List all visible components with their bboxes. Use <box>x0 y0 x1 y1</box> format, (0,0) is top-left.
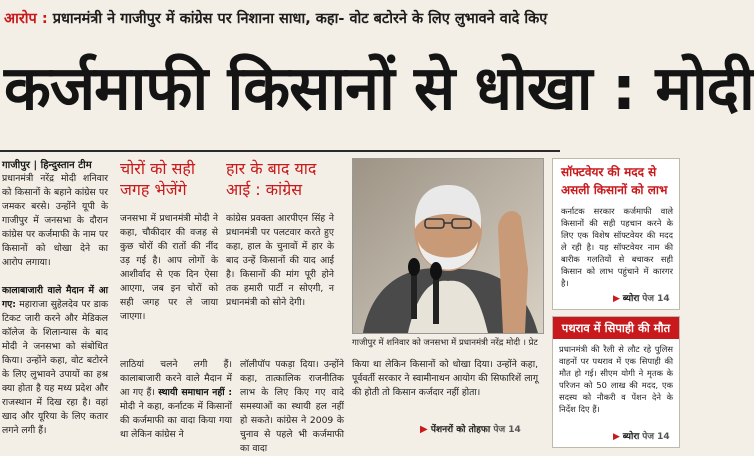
sidebar-software-text: कर्नाटक सरकार कर्जमाफी वाले किसानों की सही पहचान करने के लिए एक विशेष सॉफ्टवेयर की मदद ले रही है। यह सॉफ्टवेयर नाम की बारीक गलतियों से बचाकर सही किसान को लाभ पहुंचाने में कारगर है। <box>561 206 673 288</box>
kicker-text: प्रधानमंत्री ने गाजीपुर में कांग्रेस पर निशाना साधा, कहा- वोट बटोरने के लिए लुभावने वादे किए <box>52 11 548 27</box>
sidebar-software-ref-page: पेज 14 <box>642 294 670 304</box>
bottom-col1-head: स्थायी समाधान नहीं : <box>158 387 232 398</box>
sidebar-stone-pelting-text: प्रधानमंत्री की रैली से लौट रहे पुलिस वाहनों पर पथराव में एक सिपाही की मौत हो गई। सीएम योगी ने मृतक के परिजन को 50 लाख की मदद, एक सदस्य को नौकरी व पेंशन देने के निर्देश दिए हैं। <box>559 344 673 414</box>
byline-desk: हिन्दुस्तान टीम <box>40 160 92 171</box>
intro-text: प्रधानमंत्री नरेंद्र मोदी शनिवार को किसानों के बहाने कांग्रेस पर जमकर बरसे। उन्होंने यूपी के गाजीपुर में जनसभा के दौरान कांग्रेस पर कर्जमाफी के नाम पर किसानों को धोखा देने का आरोप लगाया। <box>2 173 108 268</box>
kicker-separator: : <box>41 11 48 27</box>
section-text: महाराजा सुहेलदेव पर डाक टिकट जारी करने और मेडिकल कॉलेज के शिलान्यास के बाद मोदी ने जनसभा को संबोधित किया। उन्होंने कहा, वोट बटोरने के लिए लुभावने उपायों का हश्र क्या होता है यह मध्य प्रदेश और राजस्थान में दिख रहा है। वहां खाद और यूरिया के लिए कतार लगने लगी हैं। <box>2 299 109 436</box>
bottom-col2: लॉलीपॉप पकड़ा दिया। उन्होंने कहा, तात्कालिक राजनीतिक लाभ के लिए किए गए वादे समस्याओं का स्थायी हल नहीं हो सकते। कांग्रेस ने 2009 के चुनाव से पहले भी कर्जमाफी का वादा <box>240 359 344 454</box>
headline: कर्जमाफी किसानों से धोखा : मोदी <box>4 53 754 124</box>
sidebar-software-ref <box>613 291 670 304</box>
reference-arrow-icon: ▶ <box>613 432 620 442</box>
sidebar-stone-pelting-ref-page: पेज 14 <box>642 432 670 442</box>
col2-text: जनसभा में प्रधानमंत्री मोदी ने कहा, चौकीदार की वजह से कुछ चोरों की रातों की नींद उड़ गई है। आप लोगों के आशीर्वाद से एक दिन ऐसा आएगा, जब इन चोरों को सही जगह पर ले जाया जाएगा। <box>120 213 218 322</box>
modi-photo <box>352 158 544 334</box>
sidebar-stone-pelting-ref-label: ब्योरा <box>622 432 640 442</box>
bottom-col1 <box>120 358 232 448</box>
bottom-col3-ref-page: पेज 14 <box>493 425 521 435</box>
byline: गाजीपुर | हिन्दुस्तान टीम <box>2 160 92 171</box>
section-column <box>2 284 108 436</box>
col3-subhead: हार के बाद याद आई : कांग्रेस <box>226 159 317 199</box>
section-head: कालाबाजारी वाले मैदान में आ गए: <box>2 285 108 310</box>
kicker-tag: आरोप <box>4 11 37 27</box>
bottom-col3: किया था लेकिन किसानों को धोखा दिया। उन्होंने कहा, पूर्ववर्ती सरकार ने स्वामीनाथन आयोग की सिफारिशें लागू की होती तो किसान कर्जदार नहीं होता। <box>352 359 538 398</box>
intro-column <box>2 172 108 280</box>
modi-photo-image <box>353 159 543 333</box>
col3-text: कांग्रेस प्रवक्ता आरपीएन सिंह ने प्रधानमंत्री पर पलटवार करते हुए कहा, हाल के चुनावों में हार के बाद उन्हें किसानों की याद आई है। किसानों की मांग पूरी होने तक हमारी पार्टी न सोएगी, न प्रधानमंत्री को सोने देगी। <box>226 213 334 308</box>
sidebar-stone-pelting <box>552 316 680 448</box>
byline-place: गाजीपुर <box>2 160 30 171</box>
kicker-line <box>0 4 680 34</box>
bottom-col3-ref-label: पेंशनरों को तोहफा <box>430 425 491 435</box>
sidebar-stone-pelting-ref <box>613 429 670 442</box>
col2-subhead: चोरों को सही जगह भेजेंगे <box>120 159 196 199</box>
bottom-col3-ref <box>420 422 521 435</box>
sidebar-software-title: सॉफ्टवेयर की मदद से असली किसानों को लाभ <box>561 165 668 197</box>
bottom-col1-more: मोदी ने कहा, कर्नाटक में किसानों की कर्जमाफी का वादा किया गया था लेकिन कांग्रेस ने <box>120 401 232 440</box>
sidebar-software-ref-label: ब्योरा <box>622 294 640 304</box>
sidebar-software <box>552 158 680 310</box>
reference-arrow-icon: ▶ <box>420 424 428 435</box>
headline-rule <box>0 150 560 152</box>
sidebar-stone-pelting-title: पथराव में सिपाही की मौत <box>553 317 679 339</box>
reference-arrow-icon: ▶ <box>613 294 620 304</box>
bottom-col1-text: लाठियां चलने लगी हैं। कालाबाजारी करने वाले मैदान में आ गए हैं। <box>120 359 232 398</box>
photo-caption: गाजीपुर में शनिवार को जनसभा में प्रधानमंत्री नरेंद्र मोदी । प्रेट <box>352 338 538 348</box>
